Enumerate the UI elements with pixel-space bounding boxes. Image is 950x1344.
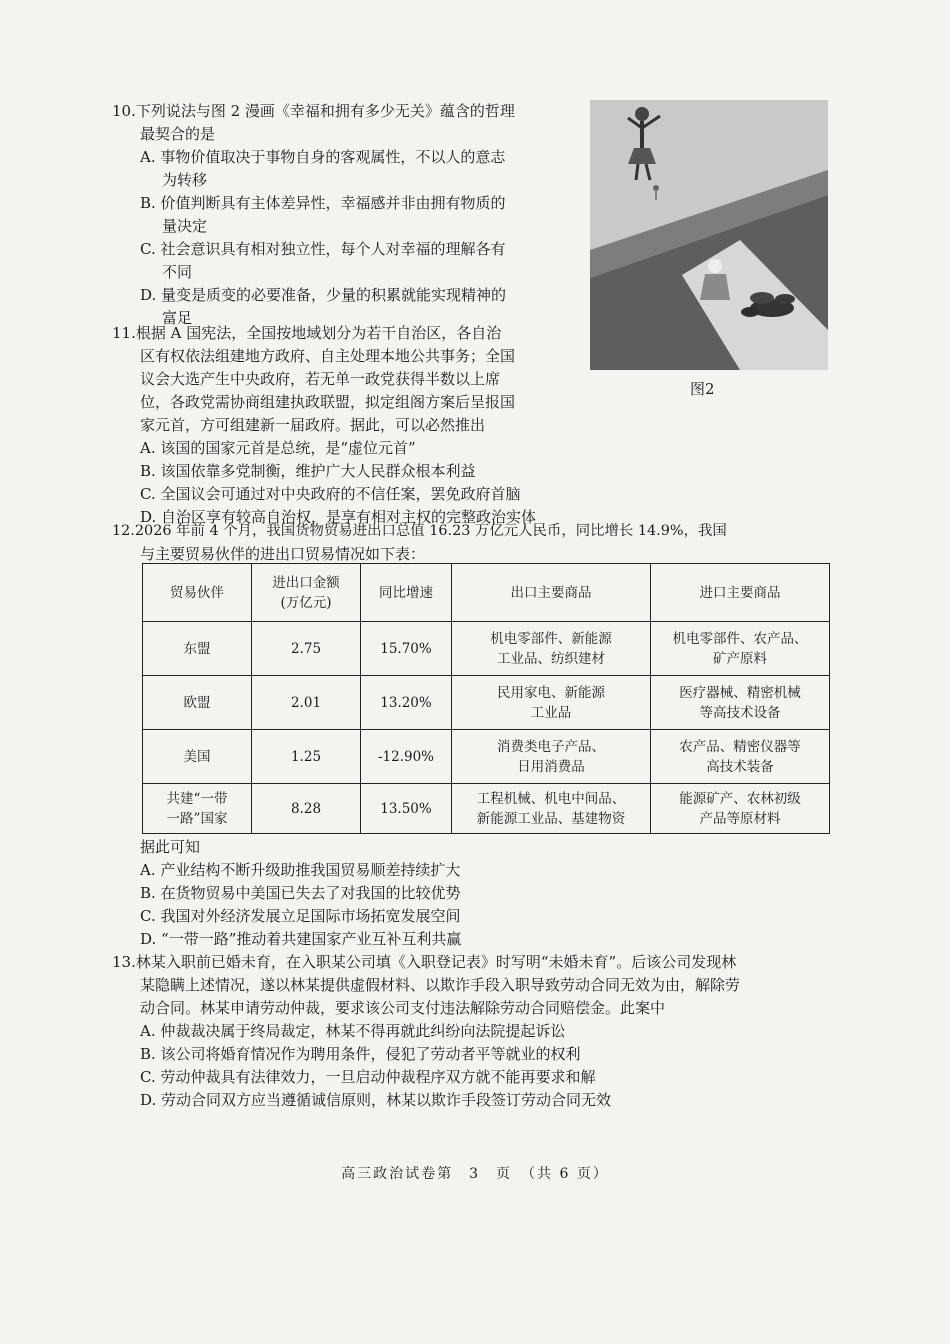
table-cell: 医疗器械、精密机械 等高技术设备 [651,676,830,730]
table-cell: 机电零部件、农产品、 矿产原料 [651,622,830,676]
q10-option-c-cont: 不同 [162,263,193,281]
table-row [143,784,830,834]
table-cell: 东盟 [143,622,252,676]
q10-option-d: D. 量变是质变的必要准备，少量的积累就能实现精神的 [140,286,507,304]
q13-stem-line-2: 某隐瞒上述情况，遂以林某提供虚假材料、以欺诈手段入职导致劳动合同无效为由，解除劳 [140,976,741,994]
q10-option-b-cont: 量决定 [162,217,208,235]
q11-option-d: D. 自治区享有较高自治权，是享有相对主权的完整政治实体 [140,508,537,526]
q12-option-b: B. 在货物贸易中美国已失去了对我国的比较优势 [140,884,461,902]
q10-option-a: A. 事物价值取决于事物自身的客观属性，不以人的意志 [140,148,506,166]
table-cell: 15.70% [361,622,452,676]
table-row [143,622,830,676]
q12-option-a: A. 产业结构不断升级助推我国贸易顺差持续扩大 [140,861,461,879]
q10-stem-line-1: 10.下列说法与图 2 漫画《幸福和拥有多少无关》蕴含的哲理 [112,102,515,120]
q10-stem-line-2: 最契合的是 [140,125,216,143]
table-cell: 2.75 [252,622,361,676]
page-footer: 高三政治试卷第 3 页 （共 6 页） [341,1166,609,1182]
figure-2-cartoon [590,100,828,370]
q11-stem-line-1: 11.根据 A 国宪法，全国按地域划分为若干自治区，各自治 [112,324,502,342]
table-cell: 2.01 [252,676,361,730]
q10-option-b: B. 价值判断具有主体差异性，幸福感并非由拥有物质的 [140,194,506,212]
q11-option-a: A. 该国的国家元首是总统，是“虚位元首” [140,439,416,457]
table-header-cell: 同比增速 [361,564,452,622]
table-cell: 民用家电、新能源 工业品 [452,676,651,730]
q11-option-c: C. 全国议会可通过对中央政府的不信任案，罢免政府首脑 [140,485,521,503]
figure-2-caption: 图2 [690,380,715,398]
q12-stem-line-1: 12.2026 年前 4 个月，我国货物贸易进出口总值 16.23 万亿元人民币，同比增长 14.9%，我国 [112,523,727,539]
q12-stem-line-2: 与主要贸易伙伴的进出口贸易情况如下表： [140,545,426,563]
table-header-cell: 进出口金额 (万亿元) [252,564,361,622]
q13-option-d: D. 劳动合同双方应当遵循诚信原则，林某以欺诈手段签订劳动合同无效 [140,1091,612,1109]
q10-option-c: C. 社会意识具有相对独立性，每个人对幸福的理解各有 [140,240,506,258]
q13-option-b: B. 该公司将婚育情况作为聘用条件，侵犯了劳动者平等就业的权利 [140,1045,581,1063]
table-cell: -12.90% [361,730,452,784]
table-cell: 消费类电子产品、 日用消费品 [452,730,651,784]
table-row [143,730,830,784]
table-header-cell: 贸易伙伴 [143,564,252,622]
table-cell: 工程机械、机电中间品、 新能源工业品、基建物资 [452,784,651,834]
table-cell: 13.20% [361,676,452,730]
table-header-row [143,564,830,622]
trade-table [142,563,830,834]
q12-conclusion: 据此可知 [140,838,201,856]
q13-stem-line-1: 13.林某入职前已婚未育，在入职某公司填《入职登记表》时写明“未婚未育”。后该公司发现林 [112,953,737,971]
table-row [143,676,830,730]
q13-option-a: A. 仲裁裁决属于终局裁定，林某不得再就此纠纷向法院提起诉讼 [140,1022,566,1040]
q11-stem-line-2: 区有权依法组建地方政府、自主处理本地公共事务；全国 [140,347,516,365]
table-cell: 8.28 [252,784,361,834]
q11-stem-line-5: 家元首，方可组建新一届政府。据此，可以必然推出 [140,416,486,434]
q12-option-d: D. “一带一路”推动着共建国家产业互补互利共赢 [140,930,462,948]
q10-option-d-cont: 富足 [162,309,193,327]
q12-option-c: C. 我国对外经济发展立足国际市场拓宽发展空间 [140,907,461,925]
q13-stem-line-3: 动合同。林某申请劳动仲裁，要求该公司支付违法解除劳动合同赔偿金。此案中 [140,999,666,1017]
table-cell: 能源矿产、农林初级 产品等原材料 [651,784,830,834]
q11-stem-line-4: 位，各政党需协商组建执政联盟，拟定组阁方案后呈报国 [140,393,516,411]
table-cell: 13.50% [361,784,452,834]
q13-option-c: C. 劳动仲裁具有法律效力，一旦启动仲裁程序双方就不能再要求和解 [140,1068,596,1086]
table-cell: 1.25 [252,730,361,784]
table-cell: 共建“一带 一路”国家 [143,784,252,834]
table-cell: 机电零部件、新能源 工业品、纺织建材 [452,622,651,676]
table-cell: 美国 [143,730,252,784]
q11-stem-line-3: 议会大选产生中央政府，若无单一政党获得半数以上席 [140,370,501,388]
table-cell: 农产品、精密仪器等 高技术装备 [651,730,830,784]
q10-option-a-cont: 为转移 [162,171,208,189]
table-header-cell: 进口主要商品 [651,564,830,622]
table-header-cell: 出口主要商品 [452,564,651,622]
table-cell: 欧盟 [143,676,252,730]
q11-option-b: B. 该国依靠多党制衡，维护广大人民群众根本利益 [140,462,476,480]
